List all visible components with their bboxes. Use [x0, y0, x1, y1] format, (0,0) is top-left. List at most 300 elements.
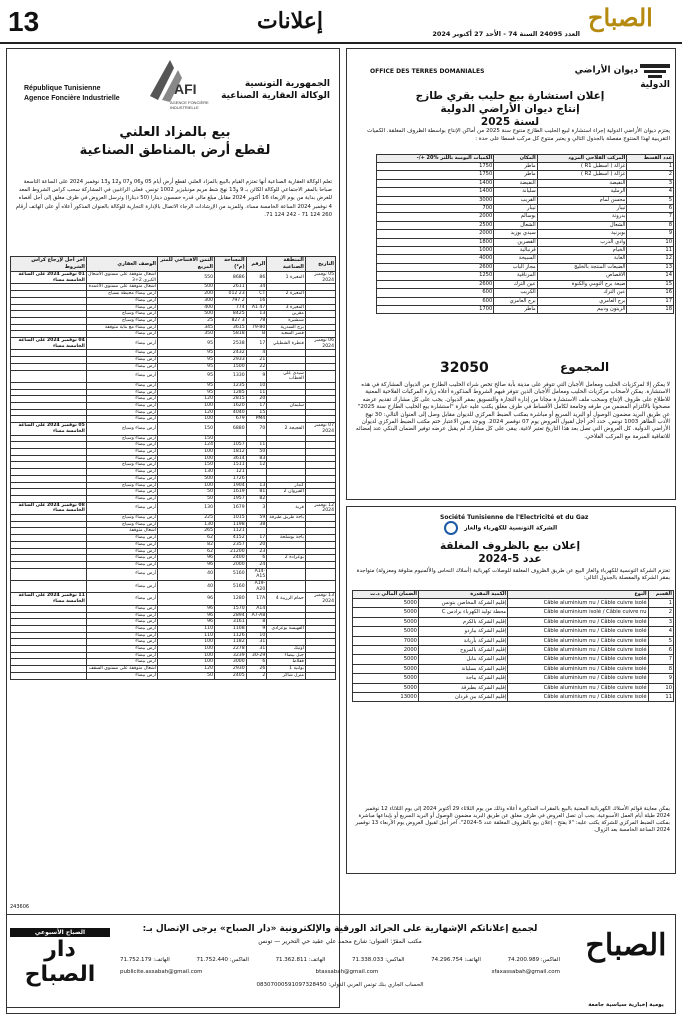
table-cell: 59 [246, 515, 267, 522]
table-cell [305, 659, 335, 666]
afi-logo-icon [140, 56, 209, 114]
table-cell: 3615 [215, 324, 247, 331]
table-cell: إقليم الشركة بنابل [418, 655, 507, 664]
table-row [11, 435, 336, 442]
table-cell: 1108 [215, 625, 247, 632]
table-cell [305, 389, 335, 396]
deadline-cell [11, 448, 87, 455]
table-cell: A7-A8 [246, 612, 267, 619]
table-cell: 15 [246, 409, 267, 416]
otd-milk-table [376, 154, 674, 314]
table-cell: إقليم الشركة ببن قردان [418, 693, 507, 702]
table-cell: 100 [157, 482, 214, 489]
table-row [377, 255, 674, 263]
table-cell: 3000 [377, 196, 494, 204]
table-row [11, 593, 336, 605]
table-cell: Câble aluminium nu / Câble cuivre isolé [508, 646, 648, 655]
table-cell: 18 [627, 305, 674, 313]
table-cell: أرض بيضاء [86, 370, 157, 382]
table-cell: 8686 [215, 272, 247, 284]
footer-email[interactable]: sfaxassabah@gmail.com [491, 969, 560, 975]
steg-body: يمكن معاينة قوائم الأسلاك الكهربائية المعنية بالبيع بالمقرات المذكورة أعلاه وذلك من يوم الثلاثاء 29 أكتوبر 2024 إلى يوم الثلاثاء 12 نوفمبر 2024 طيلة أيام العمل الأسبوعية. يجب أن تصل العروض في ظرف مغلق عن طريق البريد مضمون الوصول أو البريد السريع أو بإيداعها مباشرة بمكتب الضبط المركزي للشركة يكتب عليه: "لا يفتح - إعلان بيع بالظروف المغلقة عدد 5-2024". آخر أجل لقبول العروض يوم الأربعاء 13 نوفمبر 2024 الساعة الخامسة بعد الزوال. [355, 806, 670, 833]
table-cell [305, 581, 335, 593]
table-cell: Câble aluminium isolé / Câble cuivre nu [508, 608, 648, 617]
table-cell: 110 [157, 632, 214, 639]
table-cell: الغابة [537, 255, 627, 263]
table-row [377, 188, 674, 196]
table-cell: 5000 [353, 599, 419, 608]
table-cell: القيروان 2 [267, 489, 306, 496]
deadline-cell [11, 548, 87, 555]
deadline-cell [11, 462, 87, 469]
table-cell: أرض بيضاء [86, 448, 157, 455]
deadline-cell [11, 416, 87, 423]
table-cell: محسن لمام [537, 196, 627, 204]
otd-arabic-name: ديوان الأراضي الدولية [574, 65, 670, 90]
deadline-cell [11, 555, 87, 562]
table-row [11, 357, 336, 364]
section-title: إعلانات [257, 8, 323, 34]
table-cell: 11 [627, 247, 674, 255]
table-cell: A14-A15 [246, 568, 267, 580]
table-cell [305, 489, 335, 496]
table-cell: 25 [157, 317, 214, 324]
table-row [11, 612, 336, 619]
table-cell: عين الترك [494, 280, 537, 288]
table-cell: أرض بيضاء وسياج [86, 311, 157, 318]
table-cell: 15 [627, 280, 674, 288]
table-cell: 2 [246, 672, 267, 679]
table-row [377, 179, 674, 187]
table-cell: 12 [246, 462, 267, 469]
table-cell: غزالة ( اسطبل R2 ) [537, 171, 627, 179]
table-row [11, 489, 336, 496]
deadline-cell [11, 528, 87, 535]
table-cell [305, 528, 335, 535]
table-cell: إقليم الشركة المخاصن بتونس [418, 599, 507, 608]
table-header-cell: آخر أجل لإرجاع كراس الشروط [11, 257, 87, 272]
table-cell: 13 نوفمبر 2024 [305, 593, 335, 605]
table-cell: 10 [246, 382, 267, 389]
table-cell: محطة توليد الكهرباء برادس C [418, 608, 507, 617]
table-cell: 7000 [353, 636, 419, 645]
table-cell: إقليم الشركة بالكرم [418, 617, 507, 626]
table-row [11, 475, 336, 482]
table-cell [267, 396, 306, 403]
table-row [11, 363, 336, 370]
table-cell: 4 [627, 188, 674, 196]
table-cell: 17 [246, 403, 267, 410]
table-cell [267, 442, 306, 449]
table-header-cell: المنطقة الصناعية [267, 257, 306, 272]
table-cell: سليانة [494, 188, 537, 196]
table-cell [267, 581, 306, 593]
otd-title-line2: إنتاج ديوان الأراضي الدولية [440, 103, 580, 115]
table-cell [305, 357, 335, 364]
table-cell: 17 [246, 535, 267, 542]
footer-contact: الهاتف: 71.752.179 [120, 957, 170, 963]
table-row [11, 317, 336, 324]
table-cell: 62 [157, 548, 214, 555]
table-row [377, 263, 674, 271]
table-cell [246, 475, 267, 482]
table-cell: 10 [627, 238, 674, 246]
table-cell: الخيام [537, 247, 627, 255]
table-cell: إقليم الشركة بأريانة [418, 636, 507, 645]
table-row [11, 482, 336, 489]
deadline-cell [11, 389, 87, 396]
table-row [11, 297, 336, 304]
deadline-cell [11, 435, 87, 442]
table-cell [267, 619, 306, 626]
table-row [377, 247, 674, 255]
table-cell: السبيخة [494, 255, 537, 263]
table-cell: 150 [157, 462, 214, 469]
deadline-cell [11, 442, 87, 449]
table-row [11, 639, 336, 646]
table-cell: 3 [627, 179, 674, 187]
table-cell: 86 [246, 272, 267, 284]
table-row [11, 382, 336, 389]
table-cell: Câble aluminium nu / Câble cuivre isolé [508, 664, 648, 673]
footer-logo-left-text: دار الصباح [24, 937, 96, 987]
table-cell: 96 [157, 561, 214, 568]
table-cell: 10 [246, 632, 267, 639]
table-cell: أرض بيضاء [86, 659, 157, 666]
table-cell: المغيرة 2 [267, 291, 306, 298]
table-cell [305, 448, 335, 455]
afi-contact-text: وللمزيد من الإرشادات الرجاء الاتصال بالإدارة التجارية للوكالة بالعنوان المذكور أعلاه أو على الهاتف أرقام 260 124 71 - 242 124 71. [15, 203, 332, 218]
table-cell: 4152 [215, 535, 247, 542]
footer-email[interactable]: publicite.assabah@gmail.com [120, 969, 203, 975]
steg-title-line2: عدد 5-2024 [478, 553, 542, 565]
table-row [11, 272, 336, 284]
deadline-cell [11, 495, 87, 502]
table-cell: 350 [157, 331, 214, 338]
table-cell: 345 [157, 324, 214, 331]
afi-table-body [11, 272, 336, 680]
deadline-cell [11, 632, 87, 639]
table-cell: 130 [157, 521, 214, 528]
table-cell: أرض بيضاء [86, 495, 157, 502]
table-cell: سيدي بوزيد [494, 230, 537, 238]
steg-cable-table [352, 590, 674, 702]
deadline-cell [11, 350, 87, 357]
table-cell: 150 [157, 435, 214, 442]
afi-title-line2: لقطع أرض بالمناطق الصناعية [79, 143, 271, 158]
table-cell: 2405 [215, 672, 247, 679]
table-cell: القصرين [494, 238, 537, 246]
table-cell: غزالة ( اسطبل R1 ) [537, 163, 627, 171]
table-cell: 50 [157, 672, 214, 679]
table-cell: وادي الدرب [537, 238, 627, 246]
table-cell: أرض بيضاء وسياج [86, 482, 157, 489]
table-cell: 1 [648, 599, 673, 608]
table-header-cell: التاريخ [305, 257, 335, 272]
table-row [11, 455, 336, 462]
table-header-cell: الوصف العقاري [86, 257, 157, 272]
table-cell [305, 619, 335, 626]
table-cell: إقليم الشركة بباردو [418, 627, 507, 636]
table-row [353, 599, 674, 608]
deadline-cell [11, 455, 87, 462]
table-cell: 3239 [215, 652, 247, 659]
table-cell [215, 435, 247, 442]
table-row [377, 196, 674, 204]
table-row [11, 659, 336, 666]
afi-title [30, 124, 320, 160]
table-cell: 550 [157, 272, 214, 284]
table-cell: قنطرة الشطيلي [267, 338, 306, 350]
table-cell: حمام الزريبة 4 [267, 593, 306, 605]
table-cell: 20 [246, 396, 267, 403]
table-cell: 1015 [215, 515, 247, 522]
footer-contact: الهاتف: 74.296.754 [431, 957, 481, 963]
table-cell: A14 [246, 605, 267, 612]
table-row [11, 423, 336, 435]
table-cell: المغيرة 3 [267, 304, 306, 311]
table-row [11, 495, 336, 502]
deadline-cell [11, 284, 87, 291]
table-cell [305, 324, 335, 331]
table-cell: 17 [246, 338, 267, 350]
table-cell: 110 [157, 625, 214, 632]
table-row [377, 289, 674, 297]
table-cell: 130 [157, 502, 214, 514]
table-row [11, 469, 336, 476]
table-cell: 40 [157, 581, 214, 593]
table-cell: 9 [246, 370, 267, 382]
deadline-cell [11, 521, 87, 528]
table-cell: 1121 [215, 528, 247, 535]
table-cell: 5818 [215, 331, 247, 338]
table-cell: أرض بيضاء [86, 357, 157, 364]
table-cell: 5000 [353, 627, 419, 636]
table-cell: الرملية [537, 188, 627, 196]
steg-table-header [353, 591, 674, 599]
table-cell: 2894 [215, 612, 247, 619]
table-cell: 11 [246, 442, 267, 449]
table-cell: 17 [627, 297, 674, 305]
table-cell: 3 [246, 502, 267, 514]
table-row [11, 568, 336, 580]
table-header-cell: عدد القسط [627, 155, 674, 163]
table-cell: Câble aluminium nu / Câble cuivre isolé [508, 655, 648, 664]
table-cell: 2 [648, 608, 673, 617]
table-cell: أرض بيضاء [86, 593, 157, 605]
otd-logo-icon [570, 62, 670, 90]
afi-fr-line1: République Tunisienne [24, 85, 101, 92]
table-cell [305, 515, 335, 522]
table-row [11, 666, 336, 673]
table-cell: أرض بيضاء [86, 363, 157, 370]
table-row [11, 324, 336, 331]
table-cell: 11 [246, 389, 267, 396]
table-cell: 5160 [215, 568, 247, 580]
table-cell: 100 [157, 455, 214, 462]
deadline-cell [11, 639, 87, 646]
table-cell [305, 291, 335, 298]
otd-table-body [377, 163, 674, 314]
table-cell: مجاز الباب [494, 263, 537, 271]
table-row [11, 350, 336, 357]
afi-arabic-name [210, 78, 330, 102]
table-row [11, 528, 336, 535]
table-cell [305, 363, 335, 370]
afi-table-header [11, 257, 336, 272]
table-cell [305, 521, 335, 528]
table-cell: أرض بيضاء [86, 455, 157, 462]
table-cell: إقليم الشركة بالمروج [418, 646, 507, 655]
table-cell: أرض بيضاء [86, 469, 157, 476]
table-cell: 82 [157, 541, 214, 548]
table-cell: باجة بوشلحة [267, 535, 306, 542]
table-cell: جبل بيضاء [267, 652, 306, 659]
table-cell [305, 382, 335, 389]
table-cell: 100 [157, 403, 214, 410]
table-cell: PM4 [246, 416, 267, 423]
table-cell: A19-A20 [246, 581, 267, 593]
table-cell: سليمان [267, 403, 306, 410]
page-number: 13 [8, 6, 40, 37]
table-cell: تيبار [494, 205, 537, 213]
table-cell [267, 612, 306, 619]
table-cell [305, 555, 335, 562]
table-cell: إقليم الشركة بباجة [418, 674, 507, 683]
table-cell: الشعال [537, 221, 627, 229]
table-cell: 6 [648, 646, 673, 655]
afi-fr-line2: Agence Foncière Industrielle [24, 95, 120, 102]
table-cell: 1619 [215, 489, 247, 496]
table-cell [305, 350, 335, 357]
table-cell: أشغال متوقفة على مستوى الأعمدة [86, 284, 157, 291]
table-row [377, 280, 674, 288]
table-cell [267, 475, 306, 482]
table-cell: 679 [215, 416, 247, 423]
table-cell: 30-29 [246, 652, 267, 659]
table-cell: أشغال متوقفة على مستوى الأشغال الكبرى 2+3 [88, 272, 156, 283]
footer-tagline: يومية إخبارية سياسية جامعة [588, 1002, 664, 1008]
table-cell: قربة [267, 502, 306, 514]
table-cell: 2815 [215, 396, 247, 403]
table-row [353, 608, 674, 617]
table-cell: A1 47 [246, 304, 267, 311]
footer-contact: الهاتف: 71.362.811 [275, 957, 326, 963]
table-cell: أرض بيضاء [86, 382, 157, 389]
table-cell: 500 [157, 284, 214, 291]
table-row [11, 605, 336, 612]
steg-logo-icon [444, 521, 458, 535]
deadline-cell [11, 317, 87, 324]
table-cell: 1280 [215, 593, 247, 605]
svg-text:AFI: AFI [174, 81, 197, 97]
table-row [11, 535, 336, 542]
table-cell [305, 396, 335, 403]
deadline-cell: 11 نوفمبر 2024 على الساعة الخامسة مساء [11, 593, 87, 605]
table-cell: 40 [157, 568, 214, 580]
table-cell: أرض بيضاء [86, 619, 157, 626]
table-cell: قرنبالية [494, 247, 537, 255]
table-row [377, 163, 674, 171]
table-cell [267, 297, 306, 304]
table-cell: 1511 [215, 462, 247, 469]
table-row [11, 625, 336, 632]
table-cell: 130 [157, 469, 214, 476]
table-cell: 6 [627, 205, 674, 213]
table-cell: أرض بيضاء وسياج [86, 515, 157, 522]
footer-contacts [120, 956, 560, 964]
table-cell: 100 [157, 448, 214, 455]
table-cell: أرض بيضاء [86, 561, 157, 568]
table-cell [267, 382, 306, 389]
table-cell: الأقصاص [537, 272, 627, 280]
table-cell [305, 625, 335, 632]
table-row [377, 272, 674, 280]
table-cell: أوتيك [267, 646, 306, 653]
table-cell: 8 [627, 221, 674, 229]
table-cell [305, 435, 335, 442]
table-row [353, 646, 674, 655]
table-header-cell: القسم [648, 591, 673, 599]
table-cell: 7 [648, 655, 673, 664]
table-cell: 95 [157, 370, 214, 382]
table-row [11, 462, 336, 469]
table-cell: 2538 [215, 338, 247, 350]
table-cell [305, 535, 335, 542]
table-row [353, 674, 674, 683]
table-row [11, 619, 336, 626]
table-cell: 24 [246, 561, 267, 568]
table-cell: 1182 [215, 639, 247, 646]
table-cell: 13 [246, 482, 267, 489]
table-row [353, 655, 674, 664]
table-cell: 120 [157, 396, 214, 403]
otd-french-name: OFFICE DES TERRES DOMANIALES [370, 68, 485, 75]
steg-arabic-name: الشركة التونسية للكهرباء والغاز [464, 524, 558, 532]
table-cell: عين الترك [537, 289, 627, 297]
table-cell: 79-80 [246, 324, 267, 331]
table-row [11, 331, 336, 338]
table-row [11, 646, 336, 653]
table-row [11, 632, 336, 639]
table-cell: 1057 [215, 442, 247, 449]
table-cell: 96 [157, 605, 214, 612]
deadline-cell [11, 324, 87, 331]
table-cell: 5000 [353, 608, 419, 617]
table-cell: Câble aluminium nu / Câble cuivre isolé [508, 627, 648, 636]
footer-contact: الفاكس: 74.200.989 [507, 957, 560, 963]
table-cell: 1235 [215, 382, 247, 389]
deadline-cell [11, 469, 87, 476]
table-cell: 265 [157, 528, 214, 535]
footer-email[interactable]: btassabah@gmail.com [315, 969, 379, 975]
table-cell: 4 [648, 627, 673, 636]
footer-title: لجميع إعلاناتكم الإشهارية على الجرائد الورقية والإلكترونية «دار الصباح» يرجى الإتصال بـ: [142, 924, 538, 934]
table-cell: أرض بيضاء [86, 652, 157, 659]
table-cell [305, 455, 335, 462]
otd-title-line1: إعلان استشارة بيع حليب بقري طازج [415, 90, 605, 102]
table-cell [305, 370, 335, 382]
table-cell: 8425 [215, 311, 247, 318]
table-cell: قفلاط [267, 659, 306, 666]
deadline-cell [11, 625, 87, 632]
deadline-cell: 05 نوفمبر 2024 على الساعة الخامسة مساء [11, 423, 87, 435]
table-cell: 700 [377, 205, 494, 213]
table-cell: أرض بيضاء وسياج [86, 317, 157, 324]
steg-title-line1: إعلان بيع بالظروف المغلقة [439, 540, 581, 552]
table-cell: شنشيرة [267, 317, 306, 324]
table-cell: أرض بيضاء [86, 605, 157, 612]
